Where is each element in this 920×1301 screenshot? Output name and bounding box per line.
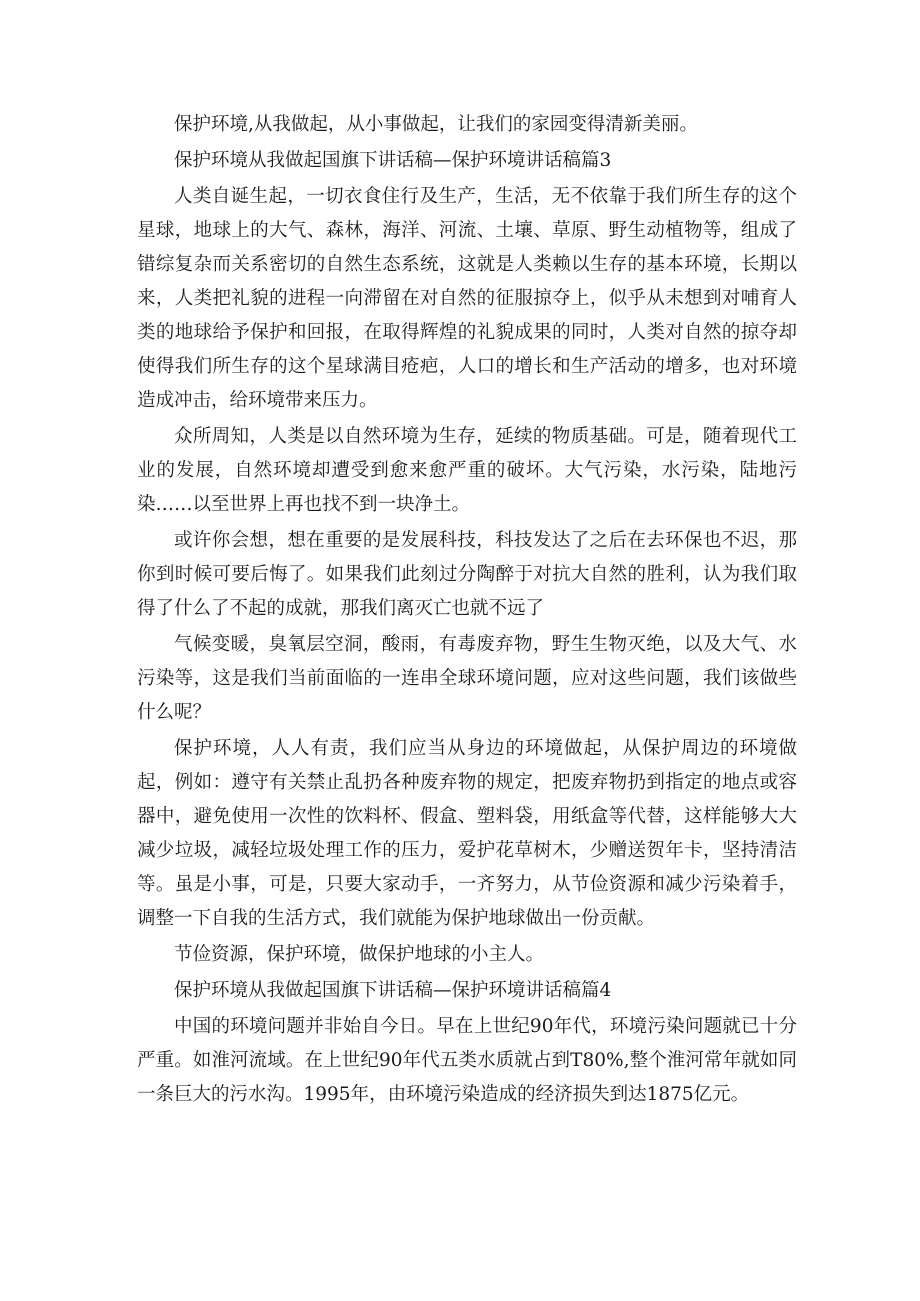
paragraph: 人类自诞生起，一切衣食住行及生产，生活，无不依靠于我们所生存的这个星球，地球上的大气、森林，海洋、河流、土壤、草原、野生动植物等，组成了错综复杂而关系密切的自然生态系统，这就是人类赖以生存的基本环境，长期以来，人类把礼貌的进程一向滞留在对自然的征服掠夺上，似乎从未想到对哺育人类的地球给予保护和回报，在取得辉煌的礼貌成果的同时，人类对自然的掠夺却使得我们所生存的这个星球满目疮疤，人口的增长和生产活动的增多，也对环境造成冲击，给环境带来压力。 — [137, 186, 797, 411]
paragraph: 或许你会想，想在重要的是发展科技，科技发达了之后在去环保也不迟，那你到时候可要后悔了。如果我们此刻过分陶醉于对抗大自然的胜利，认为我们取得了什么了不起的成就，那我们离灭亡也就不远了 — [137, 530, 797, 619]
section-heading: 保护环境从我做起国旗下讲话稿—保护环境讲话稿篇3 — [174, 150, 612, 171]
paragraph: 气候变暖，臭氧层空洞，酸雨，有毒废弃物，野生生物灭绝，以及大气、水污染等，这是我们当前面临的一连串全球环境问题，应对这些问题，我们该做些什么呢？ — [137, 634, 797, 723]
paragraph: 保护环境,从我做起，从小事做起，让我们的家园变得清新美丽。 — [174, 114, 698, 135]
paragraph: 节俭资源，保护环境，做保护地球的小主人。 — [174, 944, 545, 965]
document-body — [137, 108, 797, 1114]
paragraph: 众所周知，人类是以自然环境为生存，延续的物质基础。可是，随着现代工业的发展，自然环境却遭受到愈来愈严重的破坏。大气污染，水污染，陆地污染……以至世界上再也找不到一块净土。 — [137, 426, 797, 515]
section-heading: 保护环境从我做起国旗下讲话稿—保护环境讲话稿篇4 — [174, 980, 612, 1001]
paragraph: 中国的环境问题并非始自今日。早在上世纪90年代，环境污染问题就已十分严重。如淮河流域。在上世纪90年代五类水质就占到T80%,整个淮河常年就如同一条巨大的污水沟。1995年，由环境污染造成的经济损失到达1875亿元。 — [137, 1016, 797, 1105]
paragraph: 保护环境，人人有责，我们应当从身边的环境做起，从保护周边的环境做起，例如：遵守有关禁止乱扔各种废弃物的规定，把废弃物扔到指定的地点或容器中，避免使用一次性的饮料杯、假盒、塑料袋，用纸盒等代替，这样能够大大减少垃圾，减轻垃圾处理工作的压力，爱护花草树木，少赠送贺年卡，坚持清洁等。虽是小事，可是，只要大家动手，一齐努力，从节俭资源和减少污染着手，调整一下自我的生活方式，我们就能为保护地球做出一份贡献。 — [137, 738, 797, 929]
